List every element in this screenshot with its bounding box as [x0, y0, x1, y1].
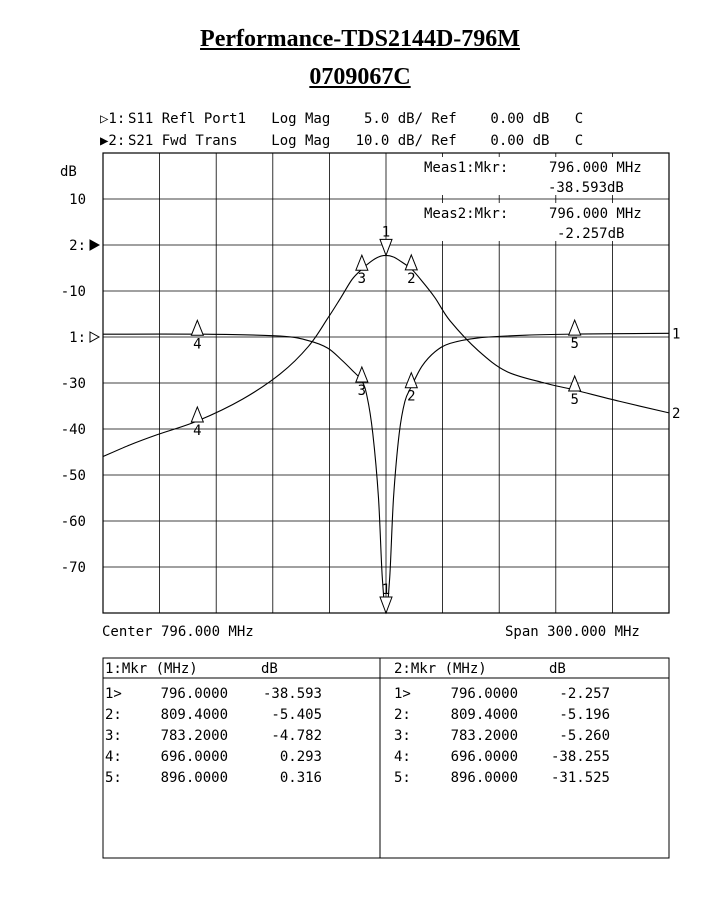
span-frequency: Span 300.000 MHz	[505, 624, 640, 640]
marker-table-rows	[105, 686, 610, 786]
y-tick-label: 10	[69, 192, 86, 208]
left-table-header-mkr: 1:Mkr (MHz)	[105, 661, 198, 677]
marker-2-3	[356, 255, 368, 270]
y-tick-labels	[61, 192, 86, 576]
left-table-marker-id: 2:	[105, 707, 122, 723]
left-table-db: 0.316	[279, 770, 322, 786]
marker-1-1	[380, 597, 392, 613]
marker-label: 5	[570, 336, 579, 353]
channel2-marker-symbol: ▶2:	[100, 133, 126, 149]
y-axis-unit: dB	[60, 164, 77, 180]
meas2-frequency: 796.000 MHz	[549, 206, 642, 222]
right-table-header-mkr: 2:Mkr (MHz)	[394, 661, 487, 677]
y-tick-label: -60	[60, 514, 86, 530]
center-frequency: Center 796.000 MHz	[102, 624, 254, 640]
meas2-label: Meas2:Mkr:	[424, 206, 509, 222]
channel2-header: S21 Fwd Trans Log Mag 10.0 dB/ Ref 0.00 dB C	[128, 133, 584, 149]
left-table-marker-id: 5:	[105, 770, 122, 786]
marker-2-5	[569, 376, 581, 391]
marker-1-2	[405, 373, 417, 388]
left-table-db: -38.593	[262, 686, 322, 702]
meas1-frequency: 796.000 MHz	[549, 160, 642, 176]
right-table-frequency: 809.4000	[450, 707, 518, 723]
reference-arrow-1	[90, 332, 99, 342]
marker-label: 5	[570, 392, 579, 409]
meas1-value: -38.593dB	[548, 180, 624, 196]
left-table-marker-id: 3:	[105, 728, 122, 744]
right-table-marker-id: 1>	[394, 686, 411, 702]
reference-arrow-2	[90, 240, 99, 250]
trace-label-channel-2: 2	[672, 405, 681, 422]
left-table-db: -4.782	[271, 728, 322, 744]
meas2-value: -2.257dB	[557, 226, 625, 242]
marker-label: 2	[407, 270, 416, 287]
y-tick-label: -50	[60, 468, 86, 484]
left-table-frequency: 796.0000	[160, 686, 228, 702]
y-tick-label: -10	[60, 284, 86, 300]
marker-label: 1	[381, 582, 391, 598]
right-table-frequency: 783.2000	[450, 728, 518, 744]
page-title: Performance-TDS2144D-796M	[200, 26, 520, 52]
marker-2-4	[191, 407, 203, 422]
marker-label: 4	[193, 336, 202, 353]
y-tick-label: 1:	[69, 330, 86, 346]
y-tick-label: -30	[60, 376, 86, 392]
right-table-db: -5.196	[559, 707, 610, 723]
right-table-db: -38.255	[550, 749, 610, 765]
right-table-db: -5.260	[559, 728, 610, 744]
left-table-db: -5.405	[271, 707, 322, 723]
left-table-header-db: dB	[261, 661, 278, 677]
left-table-marker-id: 4:	[105, 749, 122, 765]
marker-2-2	[405, 255, 417, 270]
traces	[103, 255, 680, 613]
reference-markers	[90, 240, 99, 342]
page-subtitle: 0709067C	[309, 64, 411, 90]
right-table-frequency: 796.0000	[450, 686, 518, 702]
y-tick-label: -70	[60, 560, 86, 576]
left-table-frequency: 783.2000	[160, 728, 228, 744]
marker-label: 3	[357, 271, 367, 288]
channel1-header: S11 Refl Port1 Log Mag 5.0 dB/ Ref 0.00 dB C	[128, 111, 584, 127]
left-table-db: 0.293	[279, 749, 322, 765]
left-table-frequency: 696.0000	[160, 749, 228, 765]
marker-1-3	[356, 367, 368, 382]
left-table-frequency: 809.4000	[160, 707, 228, 723]
right-table-marker-id: 2:	[394, 707, 411, 723]
marker-1-5	[569, 320, 581, 335]
right-table-marker-id: 4:	[394, 749, 411, 765]
left-table-frequency: 896.0000	[160, 770, 228, 786]
right-table-frequency: 696.0000	[450, 749, 518, 765]
left-table-marker-id: 1>	[105, 686, 122, 702]
marker-label: 1	[381, 224, 391, 241]
meas1-label: Meas1:Mkr:	[424, 160, 509, 176]
marker-label: 4	[193, 422, 202, 439]
right-table-header-db: dB	[549, 661, 566, 677]
right-table-db: -31.525	[550, 770, 610, 786]
marker-1-4	[191, 320, 203, 335]
right-table-marker-id: 5:	[394, 770, 411, 786]
right-table-db: -2.257	[559, 686, 610, 702]
right-table-marker-id: 3:	[394, 728, 411, 744]
marker-2-1	[380, 239, 392, 255]
right-table-frequency: 896.0000	[450, 770, 518, 786]
trace-label-channel-1: 1	[672, 326, 681, 343]
y-tick-label: -40	[60, 422, 86, 438]
channel1-marker-symbol: ▷1:	[100, 111, 126, 127]
marker-label: 3	[357, 382, 367, 399]
marker-label: 2	[407, 388, 416, 405]
y-tick-label: 2:	[69, 238, 86, 254]
